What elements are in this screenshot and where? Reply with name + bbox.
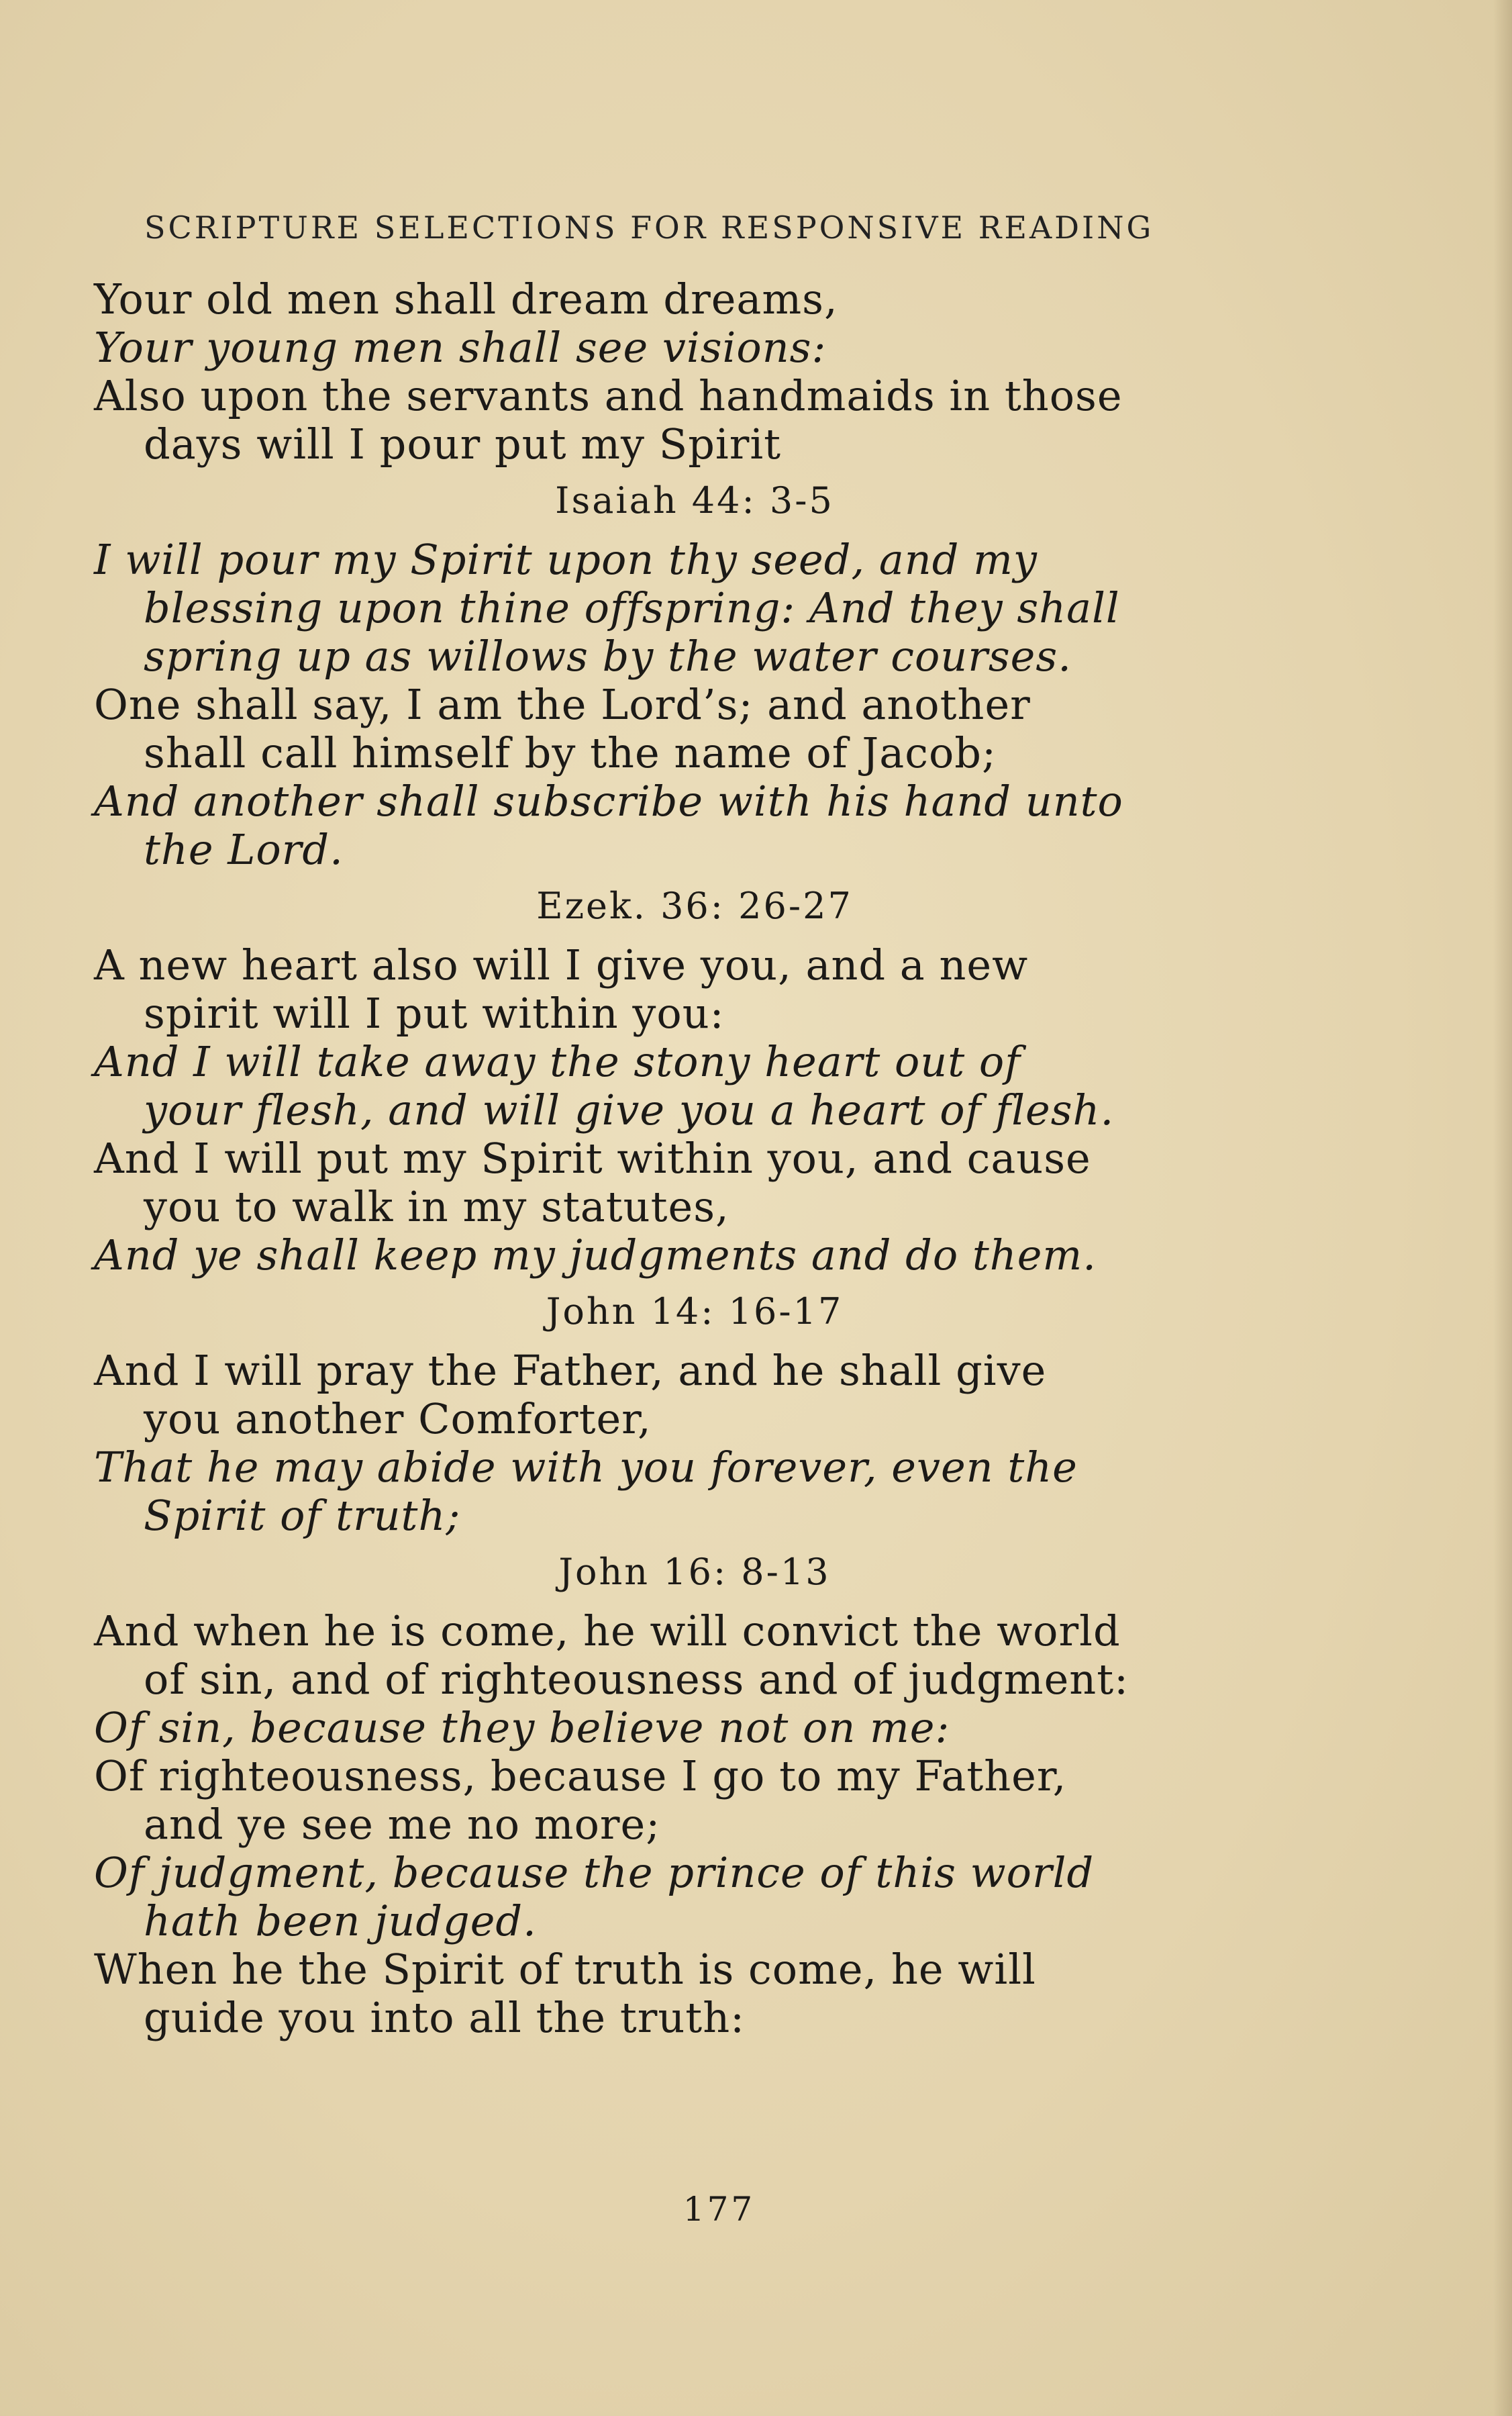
- verse-line: spirit will I put within you:: [144, 989, 725, 1038]
- response-line: the Lord.: [144, 825, 344, 874]
- page-number: 177: [683, 2190, 756, 2229]
- response-line: And another shall subscribe with his hand unto: [94, 777, 1123, 826]
- verse-line: One shall say, I am the Lord’s; and another: [94, 680, 1031, 729]
- response-passage: [94, 777, 1255, 874]
- response-line: spring up as willows by the water courses.: [144, 632, 1072, 681]
- scripture-reference: Ezek. 36: 26-27: [536, 885, 853, 927]
- reading-body: [94, 275, 1255, 2042]
- scripture-reference: John 14: 16-17: [546, 1290, 844, 1333]
- response-line: Of judgment, because the prince of this world: [94, 1848, 1095, 1897]
- response-line: That he may abide with you forever, even the: [94, 1443, 1078, 1492]
- verse-line: And when he is come, he will convict the world: [94, 1606, 1121, 1655]
- scripture-reference: Isaiah 44: 3-5: [555, 479, 834, 522]
- leader-passage: [94, 1347, 1255, 1443]
- response-line: your flesh, and will give you a heart of flesh.: [144, 1085, 1115, 1134]
- verse-line: When he the Spirit of truth is come, he will: [94, 1945, 1036, 1994]
- leader-passage: [94, 275, 1255, 324]
- response-passage: [94, 1443, 1255, 1540]
- scripture-reference: John 16: 8-13: [558, 1551, 831, 1593]
- response-passage: [94, 1231, 1255, 1279]
- verse-line: guide you into all the truth:: [144, 1993, 746, 2042]
- page-edge-shadow: [1493, 0, 1512, 2416]
- verse-line: and ye see me no more;: [144, 1800, 661, 1849]
- leader-passage: [94, 1945, 1255, 2042]
- leader-passage: [94, 941, 1255, 1038]
- response-line: hath been judged.: [144, 1896, 537, 1945]
- verse-line: days will I pour put my Spirit: [144, 420, 782, 469]
- verse-line: shall call himself by the name of Jacob;: [144, 728, 997, 777]
- response-passage: [94, 1849, 1255, 1945]
- page-number-container: [0, 2190, 1512, 2229]
- response-line: Of sin, because they believe not on me:: [94, 1703, 950, 1752]
- response-passage: [94, 324, 1255, 372]
- leader-passage: [94, 1607, 1255, 1704]
- response-line: Spirit of truth;: [144, 1491, 461, 1540]
- verse-line: Your old men shall dream dreams,: [94, 275, 838, 324]
- response-passage: [94, 1704, 1255, 1752]
- running-header: SCRIPTURE SELECTIONS FOR RESPONSIVE READING: [144, 209, 1154, 246]
- response-line: And I will take away the stony heart out of: [94, 1037, 1021, 1086]
- verse-line: Also upon the servants and handmaids in those: [94, 371, 1123, 420]
- response-line: Your young men shall see visions:: [94, 323, 827, 372]
- leader-passage: [94, 372, 1255, 469]
- verse-line: you to walk in my statutes,: [144, 1182, 729, 1231]
- verse-line: And I will put my Spirit within you, and cause: [94, 1134, 1091, 1183]
- verse-line: And I will pray the Father, and he shall give: [94, 1346, 1047, 1395]
- leader-passage: [94, 681, 1255, 777]
- leader-passage: [94, 1134, 1255, 1231]
- verse-line: Of righteousness, because I go to my Father,: [94, 1751, 1067, 1800]
- response-line: blessing upon thine offspring: And they shall: [144, 583, 1120, 632]
- response-passage: [94, 536, 1255, 681]
- response-line: I will pour my Spirit upon thy seed, and my: [94, 535, 1038, 584]
- verse-line: of sin, and of righteousness and of judgment:: [144, 1655, 1129, 1704]
- response-line: And ye shall keep my judgments and do them.: [94, 1230, 1097, 1279]
- leader-passage: [94, 1752, 1255, 1849]
- verse-line: A new heart also will I give you, and a new: [94, 940, 1029, 989]
- response-passage: [94, 1038, 1255, 1134]
- verse-line: you another Comforter,: [144, 1394, 652, 1443]
